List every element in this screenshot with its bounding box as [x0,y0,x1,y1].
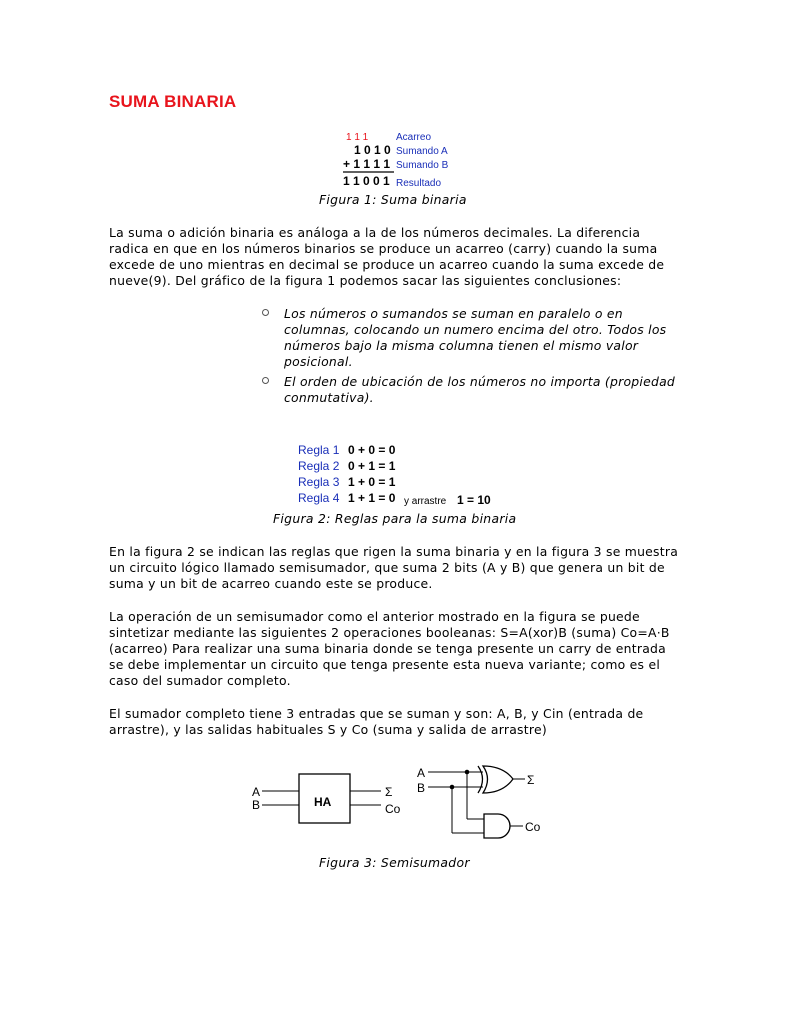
figure3-half-adder [248,762,548,842]
rule-3-label: Regla 3 [298,475,340,489]
rule-2-label: Regla 2 [298,459,340,473]
addend-b: + 1 1 1 1 [343,157,391,171]
bullet-icon [262,377,269,384]
ha-block-label: HA [314,795,332,809]
rule-2-expr: 0 + 1 = 1 [348,459,396,473]
paragraph-4: El sumador completo tiene 3 entradas que se suman y son: A, B, y Cin (entrada de arrastre), y las salidas habituales S y Co (suma y salida de arrastre) [109,706,644,737]
list-item-text: El orden de ubicación de los números no importa (propiedad conmutativa). [284,374,676,405]
figure1-caption: Figura 1: Suma binaria [319,192,467,207]
block-output-sum: Σ [385,785,393,799]
block-input-a: A [252,785,261,799]
block-input-b: B [252,798,261,812]
addend-a: 1 0 1 0 [354,143,391,157]
xor-gate [483,766,513,793]
rule-1-label: Regla 1 [298,443,340,457]
carry-label: Acarreo [396,132,432,143]
gate-input-b: B [417,781,426,795]
rule-4-label: Regla 4 [298,491,340,505]
figure2-rules [296,441,506,509]
result-digits: 1 1 0 0 1 [343,174,390,188]
bullet-icon [262,309,269,316]
half-adder-gate-diagram [417,766,541,838]
result-label: Resultado [396,178,442,189]
figure1-binary-addition [330,128,470,192]
paragraph-3: La operación de un semisumador como el anterior mostrado en la figura se puede sintetizar mediante las siguientes 2 operaciones booleanas: S=A(xor)B (suma) Co=A·B (acarreo) Para realizar una suma binaria donde se tenga presente un carry de entrada se debe implementar un circuito que tenga presente esta nueva variante; como es el caso del sumador completo. [109,609,670,688]
figure3-caption: Figura 3: Semisumador [319,855,470,870]
and-gate [484,814,510,838]
addend-a-label: Sumando A [396,146,448,157]
gate-output-sum: Σ [527,773,535,787]
rule-4-expr: 1 + 1 = 0 [348,491,396,505]
paragraph-2: En la figura 2 se indican las reglas que rigen la suma binaria y en la figura 3 se muestra un circuito lógico llamado semisumador, que suma 2 bits (A y B) que genera un bit de suma y un bit de acarreo cuando este se produce. [109,544,679,591]
page-title: SUMA BINARIA [109,92,237,111]
conclusions-list [262,306,682,410]
list-item [262,374,682,406]
carry-digits: 1 1 1 [346,132,369,143]
list-item-text: Los números o sumandos se suman en paralelo o en columnas, colocando un numero encima del otro. Todos los números bajo la misma columna tienen el mismo valor posicional. [284,306,667,369]
paragraph-1: La suma o adición binaria es análoga a la de los números decimales. La diferencia radica en que en los números binarios se produce un acarreo (carry) cuando la suma excede de uno mientras en decimal se produce un acarreo cuando la suma excede de nueve(9). Del gráfico de la figura 1 podemos sacar las siguientes conclusiones: [109,225,665,288]
xor-gate-back-curve [478,766,483,793]
block-output-carry: Co [385,802,401,816]
rule-3-expr: 1 + 0 = 1 [348,475,396,489]
rule-4-extra-expr: 1 = 10 [457,493,491,507]
gate-input-a: A [417,766,426,780]
figure2-caption: Figura 2: Reglas para la suma binaria [273,511,517,526]
addend-b-label: Sumando B [396,160,449,171]
rule-4-extra: y arrastre [404,496,447,507]
gate-output-carry: Co [525,820,541,834]
list-item [262,306,682,370]
half-adder-block-diagram [252,774,401,823]
rule-1-expr: 0 + 0 = 0 [348,443,396,457]
